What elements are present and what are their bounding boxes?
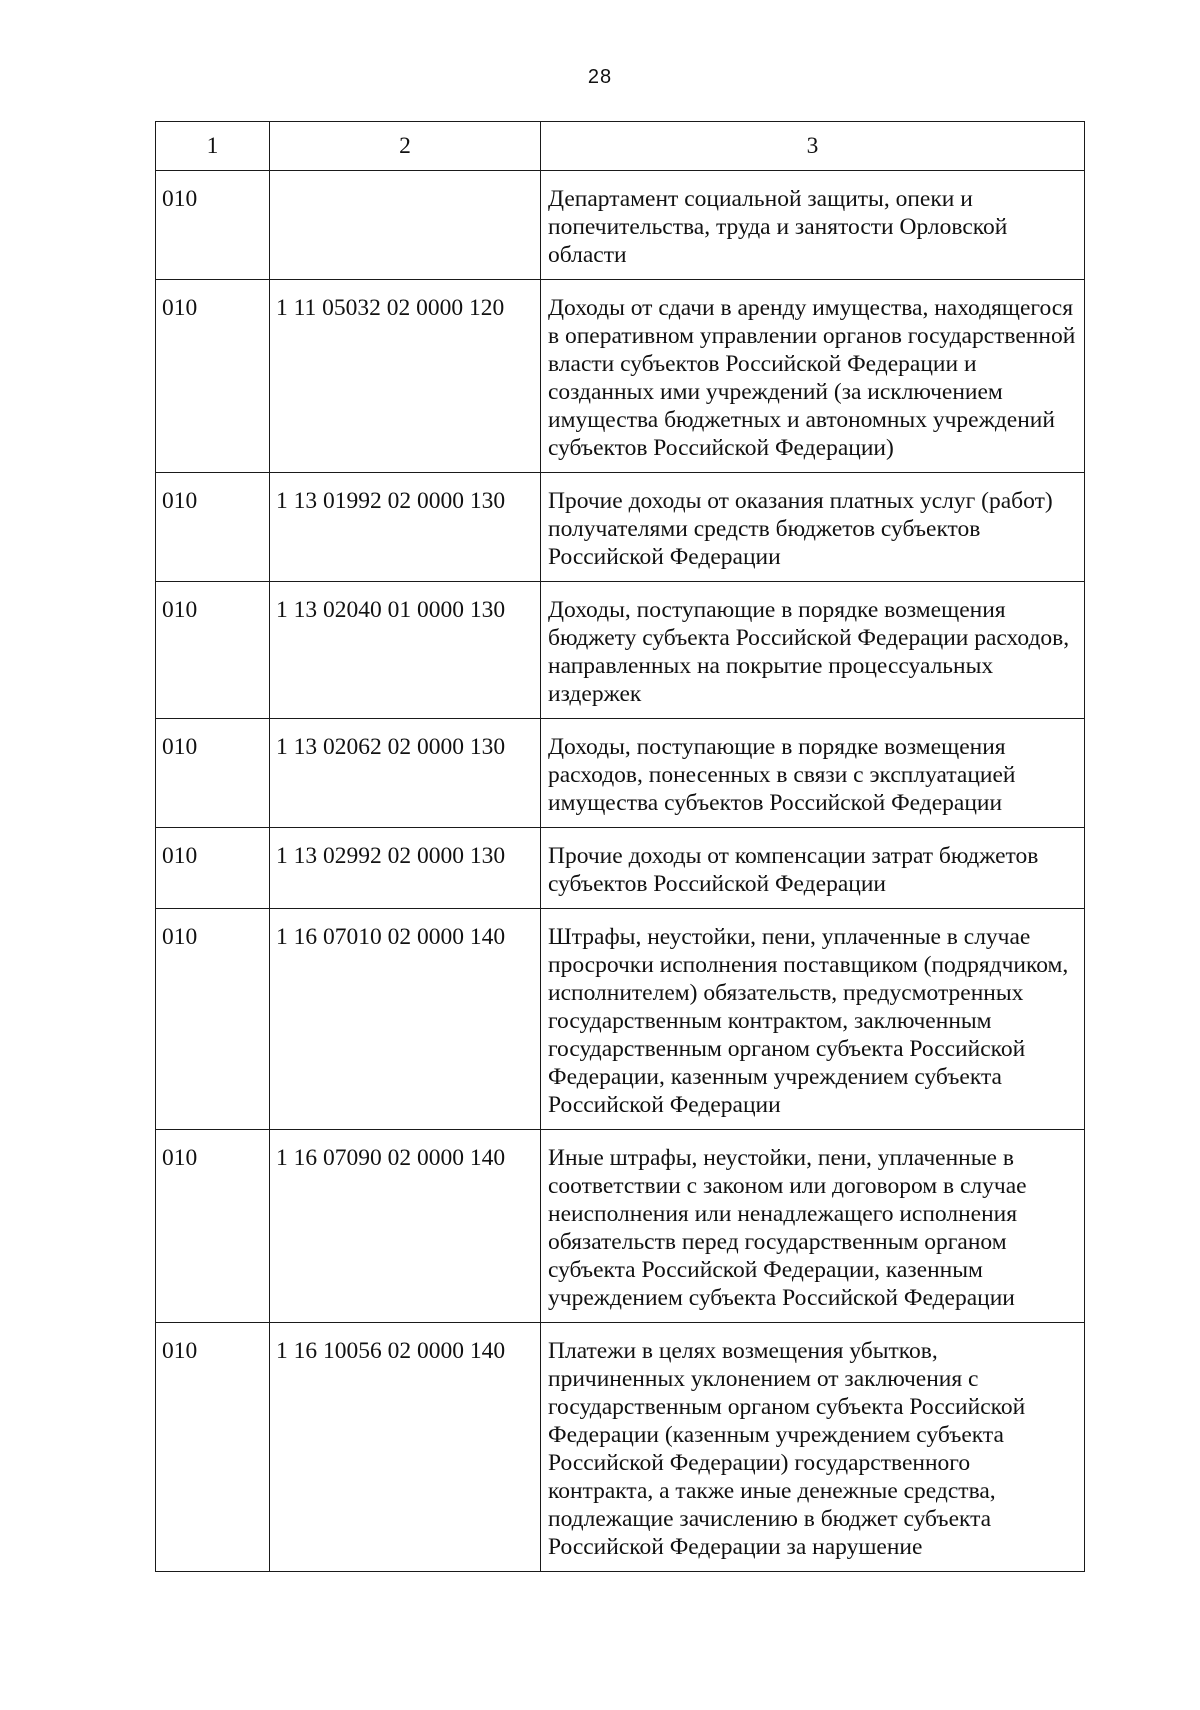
- income-code-cell: 1 16 10056 02 0000 140: [270, 1323, 541, 1572]
- table-row: [156, 909, 1085, 1130]
- income-code-cell: [270, 171, 541, 280]
- admin-code-cell: 010: [156, 1130, 270, 1323]
- description-cell: Иные штрафы, неустойки, пени, уплаченные в соответствии с законом или договором в случае неисполнения или ненадлежащего исполнения обязательств перед государственным органом субъекта Российской Федерации, казенным учреждением субъекта Российской Федерации: [541, 1130, 1085, 1323]
- table-header-row: [156, 122, 1085, 171]
- income-code-cell: 1 13 02040 01 0000 130: [270, 582, 541, 719]
- description-cell: Доходы, поступающие в порядке возмещения бюджету субъекта Российской Федерации расходов, направленных на покрытие процессуальных издержек: [541, 582, 1085, 719]
- column-header-2: 2: [270, 122, 541, 171]
- page-number: 28: [587, 66, 613, 88]
- admin-code-cell: 010: [156, 473, 270, 582]
- table-row: [156, 828, 1085, 909]
- description-cell: Штрафы, неустойки, пени, уплаченные в случае просрочки исполнения поставщиком (подрядчиком, исполнителем) обязательств, предусмотренных государственным контрактом, заключенным государственным органом субъекта Российской Федерации, казенным учреждением субъекта Российской Федерации: [541, 909, 1085, 1130]
- table-row: [156, 171, 1085, 280]
- description-cell: Прочие доходы от оказания платных услуг (работ) получателями средств бюджетов субъектов Российской Федерации: [541, 473, 1085, 582]
- income-code-cell: 1 13 02062 02 0000 130: [270, 719, 541, 828]
- table-body: [156, 171, 1085, 1572]
- admin-code-cell: 010: [156, 1323, 270, 1572]
- table-row: [156, 719, 1085, 828]
- admin-code-cell: 010: [156, 582, 270, 719]
- income-codes-table: [155, 121, 1085, 1572]
- admin-code-cell: 010: [156, 828, 270, 909]
- description-cell: Доходы от сдачи в аренду имущества, находящегося в оперативном управлении органов государственной власти субъектов Российской Федерации и созданных ими учреждений (за исключением имущества бюджетных и автономных учреждений субъектов Российской Федерации): [541, 280, 1085, 473]
- table-header: [156, 122, 1085, 171]
- description-cell: Департамент социальной защиты, опеки и попечительства, труда и занятости Орловской области: [541, 171, 1085, 280]
- income-code-cell: 1 16 07010 02 0000 140: [270, 909, 541, 1130]
- description-cell: Платежи в целях возмещения убытков, причиненных уклонением от заключения с государственным органом субъекта Российской Федерации (казенным учреждением субъекта Российской Федерации) государственного контракта, а также иные денежные средства, подлежащие зачислению в бюджет субъекта Российской Федерации за нарушение: [541, 1323, 1085, 1572]
- description-cell: Доходы, поступающие в порядке возмещения расходов, понесенных в связи с эксплуатацией имущества субъектов Российской Федерации: [541, 719, 1085, 828]
- column-header-1: 1: [156, 122, 270, 171]
- table-row: [156, 1323, 1085, 1572]
- admin-code-cell: 010: [156, 280, 270, 473]
- table-row: [156, 280, 1085, 473]
- income-code-cell: 1 13 01992 02 0000 130: [270, 473, 541, 582]
- admin-code-cell: 010: [156, 909, 270, 1130]
- table-row: [156, 582, 1085, 719]
- admin-code-cell: 010: [156, 171, 270, 280]
- column-header-3: 3: [541, 122, 1085, 171]
- table-row: [156, 473, 1085, 582]
- table-row: [156, 1130, 1085, 1323]
- description-cell: Прочие доходы от компенсации затрат бюджетов субъектов Российской Федерации: [541, 828, 1085, 909]
- income-code-cell: 1 13 02992 02 0000 130: [270, 828, 541, 909]
- admin-code-cell: 010: [156, 719, 270, 828]
- income-code-cell: 1 16 07090 02 0000 140: [270, 1130, 541, 1323]
- income-code-cell: 1 11 05032 02 0000 120: [270, 280, 541, 473]
